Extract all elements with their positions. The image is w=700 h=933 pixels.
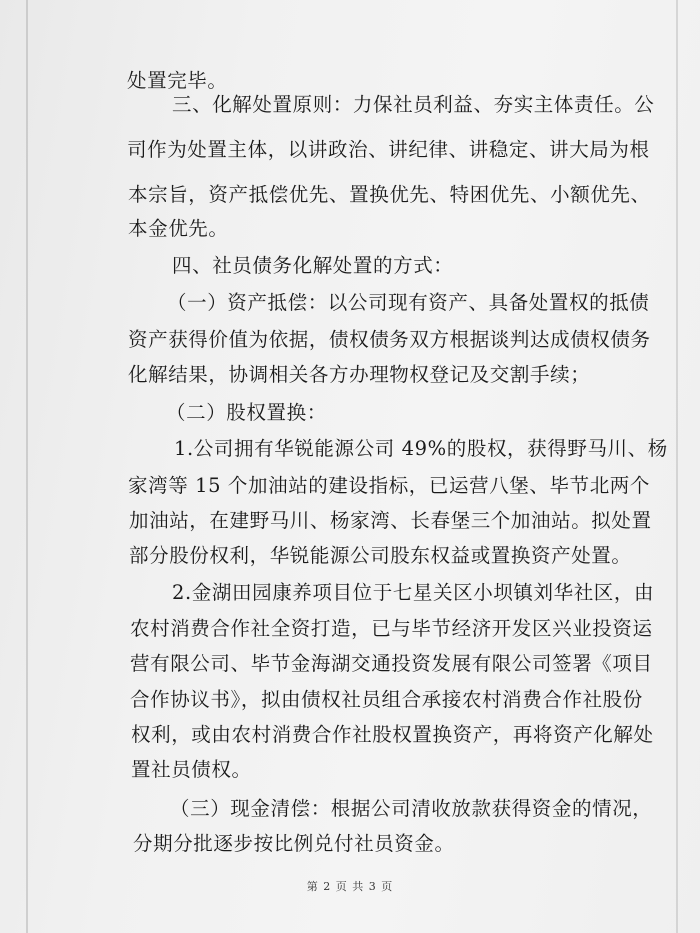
text-line: （一）资产抵偿：以公司现有资产、具备处置权的抵债 [167,291,650,314]
page-fold-shadow-right [676,0,678,933]
page-fold-shadow-left [26,0,28,933]
text-line: 权利，或由农村消费合作社股权置换资产，再将资产化解处 [131,723,654,746]
text-line: 2.金湖田园康养项目位于七星关区小坝镇刘华社区，由 [172,581,655,604]
text-line: 司作为处置主体，以讲政治、讲纪律、讲稳定、讲大局为根 [127,138,650,161]
text-line: 家湾等 15 个加油站的建设指标，已运营八堡、毕节北两个 [128,474,651,497]
text-line: 三、化解处置原则：力保社员利益、夯实主体责任。公 [172,93,655,116]
text-line: 本金优先。 [128,217,229,240]
page-number-footer: 第 2 页 共 3 页 [306,880,394,893]
text-line: 部分股份权利，华锐能源公司股东权益或置换资产处置。 [129,544,632,567]
text-line: 分期分批逐步按比例兑付社员资金。 [133,832,455,855]
text-line: 农村消费合作社全资打造，已与毕节经济开发区兴业投资运 [130,617,653,640]
subsection-heading: （二）股权置换： [166,401,327,424]
text-line: 置社员债权。 [131,758,252,781]
text-line: 处置完毕。 [127,69,228,92]
text-line: 合作协议书》，拟由债权社员组合承接农村消费合作社股份 [130,688,643,711]
text-line: 营有限公司、毕节金海湖交通投资发展有限公司签署《项目 [130,652,653,675]
text-line: 加油站，在建野马川、杨家湾、长春堡三个加油站。拟处置 [129,509,652,532]
section-heading: 四、社员债务化解处置的方式： [172,254,454,277]
text-line: 化解结果，协调相关各方办理物权登记及交割手续； [128,363,591,386]
text-line: 资产获得价值为依据，债权债务双方根据谈判达成债权债务 [128,328,651,351]
subsection-heading: （三）现金清偿：根据公司清收放款获得资金的情况， [170,797,653,820]
text-line: 本宗旨，资产抵偿优先、置换优先、特困优先、小额优先、 [128,183,651,206]
text-line: 1.公司拥有华锐能源公司 49%的股权，获得野马川、杨 [174,437,668,460]
